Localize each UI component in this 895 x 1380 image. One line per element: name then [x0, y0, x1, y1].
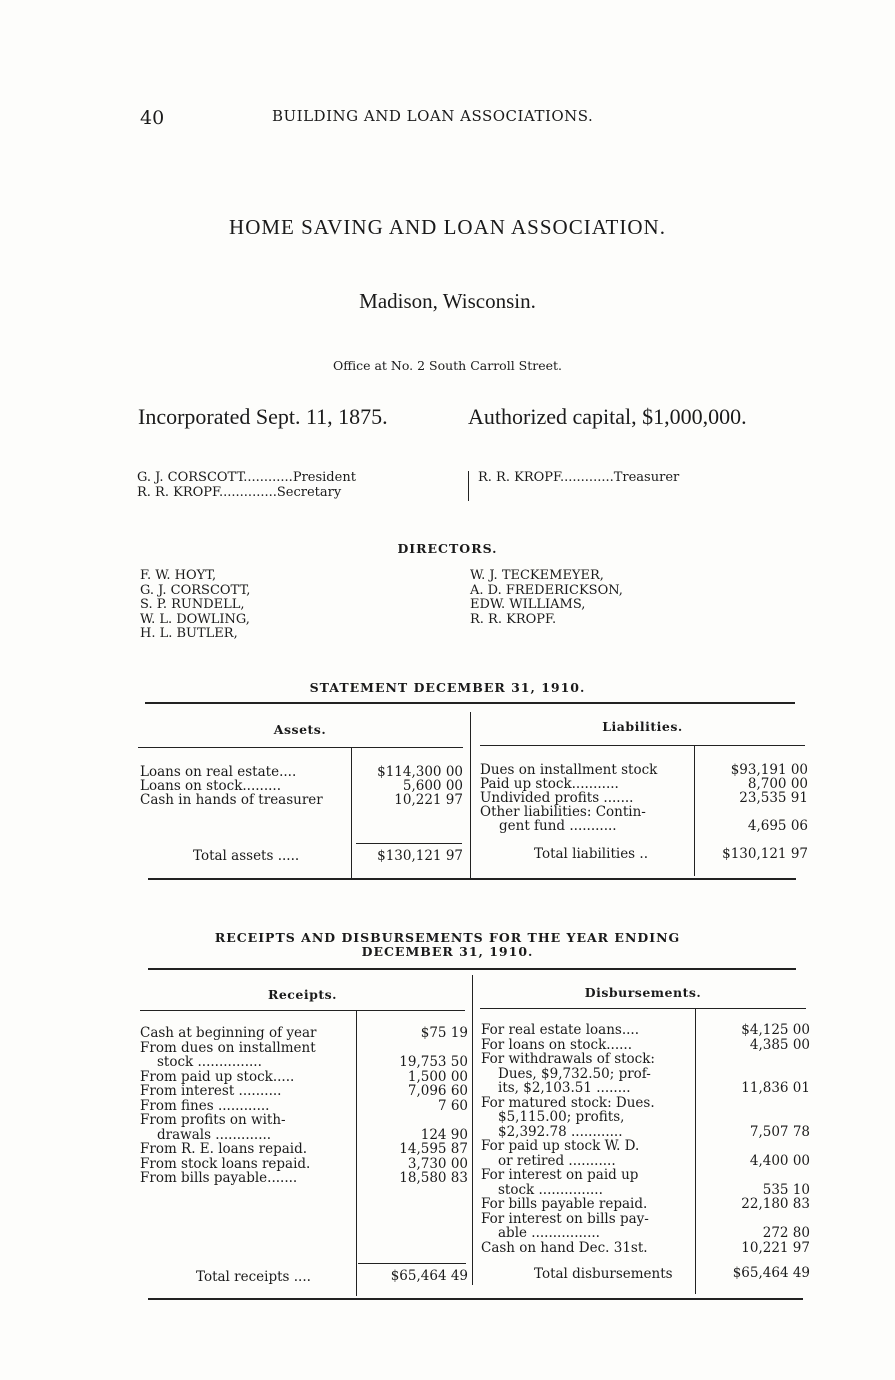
disbursement-label: Dues, $9,732.50; prof- — [498, 1065, 651, 1082]
receipts-top-rule — [148, 968, 796, 970]
receipt-label: From dues on installment — [140, 1039, 316, 1056]
receipt-label: From bills payable....... — [140, 1170, 298, 1186]
officers-divider — [468, 471, 469, 501]
running-title: BUILDING AND LOAN ASSOCIATIONS. — [272, 107, 594, 125]
disbursement-label: Cash on hand Dec. 31st. — [481, 1239, 648, 1256]
total-disbursements: $65,464 49 — [732, 1265, 810, 1281]
disbursements-head-rule — [480, 1008, 806, 1009]
disbursement-amount: 10,221 97 — [741, 1239, 810, 1256]
association-city: Madison, Wisconsin. — [359, 289, 536, 313]
liability-amount: 8,700 00 — [747, 776, 808, 792]
director-name: EDW. WILLIAMS, — [470, 597, 586, 612]
receipt-label: From stock loans repaid. — [140, 1155, 311, 1172]
liability-amount: $93,191 00 — [730, 762, 808, 778]
directors-right — [470, 569, 623, 627]
receipts-heading-line1: RECEIPTS AND DISBURSEMENTS FOR THE YEAR ENDING — [214, 930, 681, 945]
page-number: 40 — [140, 107, 165, 129]
disbursement-amount: 22,180 83 — [741, 1196, 810, 1212]
liabilities-heading: Liabilities. — [602, 719, 683, 734]
assets-heading: Assets. — [273, 722, 327, 737]
asset-label: Cash in hands of treasurer — [140, 792, 323, 808]
disbursement-label: For loans on stock...... — [481, 1036, 632, 1053]
statement-bottom-rule — [148, 878, 796, 880]
disbursements-column-heading: Disbursements. — [584, 985, 702, 1000]
director-name: W. J. TECKEMEYER, — [470, 568, 604, 583]
officer-line: G. J. CORSCOTT............President — [137, 470, 356, 485]
director-name: W. L. DOWLING, — [140, 611, 250, 627]
asset-amount: 10,221 97 — [394, 792, 463, 808]
disbursement-label: For bills payable repaid. — [481, 1196, 648, 1212]
disbursement-amount: 7,507 78 — [749, 1123, 810, 1140]
officer-line: R. R. KROPF..............Secretary — [137, 485, 342, 500]
asset-amount: 5,600 00 — [402, 778, 463, 794]
receipt-amount: 14,595 87 — [399, 1141, 468, 1157]
receipt-label: From profits on with- — [140, 1112, 286, 1128]
director-name: G. J. CORSCOTT, — [140, 582, 251, 598]
director-name: A. D. FREDERICKSON, — [470, 582, 623, 598]
receipt-label: Cash at beginning of year — [140, 1025, 317, 1041]
directors-left — [140, 569, 250, 642]
director-name: H. L. BUTLER, — [140, 626, 238, 641]
receipt-amount: 18,580 83 — [399, 1170, 468, 1186]
disbursements-amount-rule — [695, 1009, 696, 1294]
asset-amount: $114,300 00 — [377, 764, 463, 780]
statement-heading: STATEMENT DECEMBER 31, 1910. — [309, 680, 586, 695]
disbursement-amount: 4,385 00 — [749, 1036, 810, 1053]
disbursement-label: $5,115.00; profits, — [498, 1109, 625, 1125]
liability-label: gent fund ........... — [499, 818, 617, 834]
liability-label: Undivided profits ....... — [480, 790, 634, 806]
liability-label: Paid up stock........... — [480, 776, 619, 792]
incorporation-date: Incorporated Sept. 11, 1875. — [138, 404, 388, 429]
disbursement-label: $2,392.78 ............ — [498, 1123, 623, 1140]
disbursement-amount: 535 10 — [762, 1181, 810, 1198]
receipt-amount: $75 19 — [420, 1025, 468, 1041]
receipts-bottom-rule — [148, 1298, 803, 1300]
director-name: R. R. KROPF. — [470, 611, 557, 627]
liabilities-amount-rule — [694, 746, 695, 876]
director-name: F. W. HOYT, — [140, 568, 217, 583]
director-name: S. P. RUNDELL, — [140, 597, 245, 612]
authorized-capital: Authorized capital, $1,000,000. — [468, 404, 747, 429]
asset-label: Loans on real estate.... — [140, 764, 297, 780]
receipt-amount: 1,500 00 — [407, 1068, 468, 1085]
total-receipts-label: Total receipts .... — [196, 1269, 311, 1285]
receipts-amount-rule — [356, 1011, 357, 1296]
receipt-label: From interest .......... — [140, 1083, 282, 1099]
statement-top-rule — [145, 702, 795, 704]
liability-amount: 23,535 91 — [739, 790, 808, 806]
disbursement-label: For interest on paid up — [481, 1167, 639, 1183]
receipt-amount: 3,730 00 — [407, 1155, 468, 1172]
receipt-amount: 7,096 60 — [407, 1083, 468, 1099]
disbursement-label: stock ............... — [498, 1181, 603, 1198]
directors-heading: DIRECTORS. — [397, 541, 498, 556]
receipt-label: From fines ............ — [140, 1097, 270, 1114]
disbursement-label: For withdrawals of stock: — [481, 1051, 655, 1067]
receipts-heading-line2: DECEMBER 31, 1910. — [361, 944, 534, 959]
disbursement-label: For paid up stock W. D. — [481, 1138, 640, 1154]
liability-label: Dues on installment stock — [480, 762, 658, 778]
liability-label: Other liabilities: Contin- — [480, 804, 646, 820]
total-liabilities-label: Total liabilities .. — [534, 846, 648, 862]
assets-total-rule — [356, 843, 462, 844]
total-assets: $130,121 97 — [377, 848, 463, 864]
receipts-center-rule — [472, 975, 473, 1285]
receipt-label: From paid up stock..... — [140, 1068, 295, 1085]
officer-line: R. R. KROPF.............Treasurer — [478, 470, 680, 485]
receipt-amount: 124 90 — [420, 1126, 468, 1143]
total-disbursements-label: Total disbursements — [534, 1266, 673, 1282]
asset-label: Loans on stock......... — [140, 778, 282, 794]
receipt-amount: 19,753 50 — [399, 1054, 468, 1070]
disbursement-amount: 4,400 00 — [749, 1152, 810, 1169]
disbursement-amount: 11,836 01 — [741, 1080, 810, 1096]
disbursement-label: or retired ........... — [498, 1152, 616, 1169]
assets-amount-rule — [351, 748, 352, 878]
officers-right — [478, 470, 679, 485]
liabilities-head-rule — [480, 745, 805, 746]
disbursement-amount: $4,125 00 — [741, 1022, 810, 1038]
receipts-column-heading: Receipts. — [267, 987, 338, 1002]
disbursement-label: able ................ — [498, 1225, 600, 1241]
disbursement-amount: 272 80 — [762, 1225, 810, 1241]
receipt-label: stock ............... — [157, 1054, 262, 1070]
liability-amount: 4,695 06 — [747, 818, 808, 834]
association-name: HOME SAVING AND LOAN ASSOCIATION. — [229, 215, 666, 239]
disbursement-label: For real estate loans.... — [481, 1022, 639, 1038]
receipt-amount: 7 60 — [437, 1097, 468, 1114]
disbursement-label: For interest on bills pay- — [481, 1210, 649, 1227]
statement-center-rule — [470, 712, 471, 880]
total-liabilities: $130,121 97 — [722, 846, 808, 862]
disbursement-label: For matured stock: Dues. — [481, 1094, 655, 1111]
assets-head-rule — [138, 747, 463, 748]
receipt-label: drawals ............. — [157, 1126, 272, 1143]
office-address: Office at No. 2 South Carroll Street. — [332, 358, 563, 373]
disbursement-label: its, $2,103.51 ........ — [498, 1080, 631, 1096]
receipts-head-rule — [140, 1010, 465, 1011]
officers-left — [137, 470, 356, 500]
receipt-label: From R. E. loans repaid. — [140, 1141, 308, 1157]
receipts-total-rule — [358, 1263, 466, 1264]
total-receipts: $65,464 49 — [390, 1268, 468, 1284]
total-assets-label: Total assets ..... — [193, 848, 300, 864]
